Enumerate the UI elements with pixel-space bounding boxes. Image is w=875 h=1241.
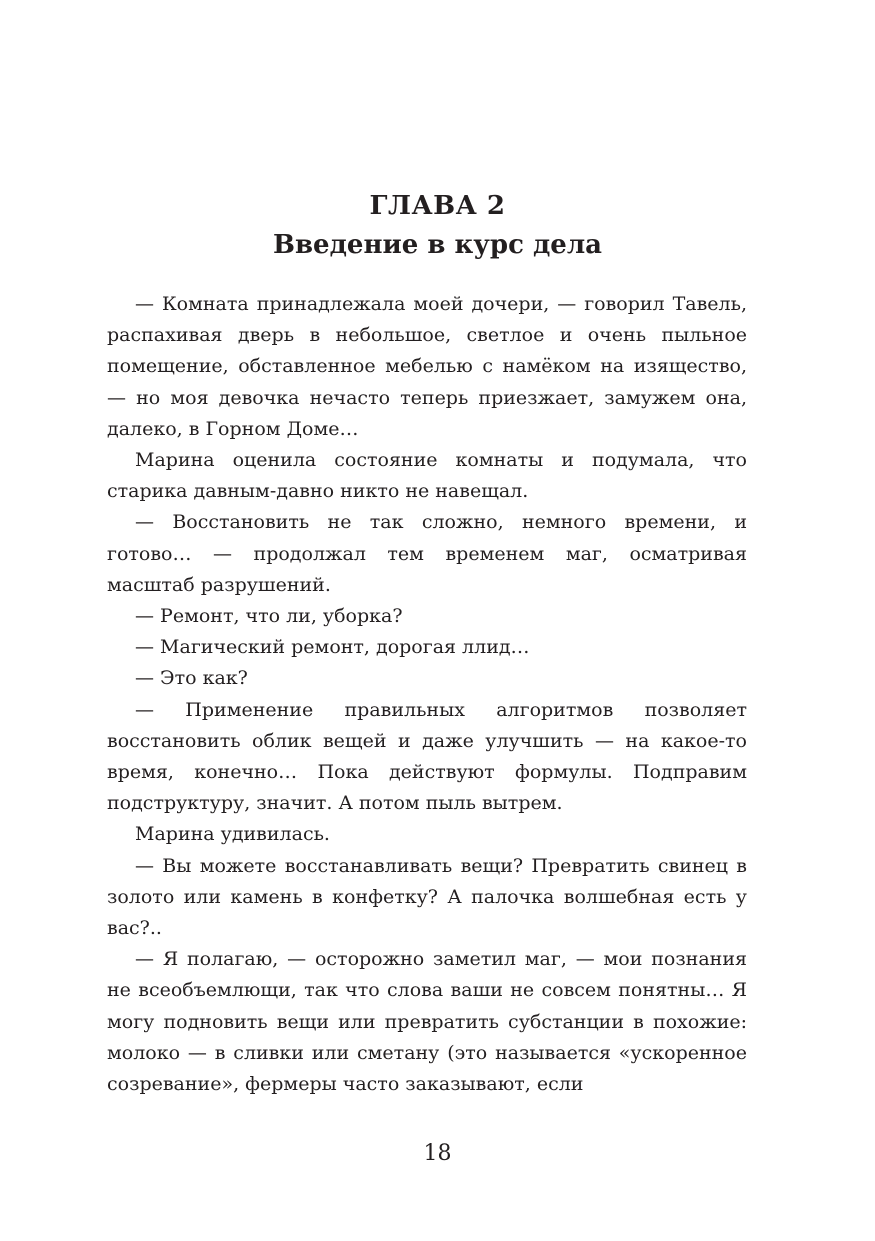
body-text bbox=[107, 289, 747, 1100]
paragraph: Марина удивилась. bbox=[135, 823, 330, 846]
paragraph: — Восстановить не так сложно, немного времени, и готово… — продолжал тем временем маг, осматривая масштаб разрушений. bbox=[107, 511, 747, 596]
paragraph: — Я полагаю, — осторожно заметил маг, — мои познания не всеобъемлющи, так что слова ваши не совсем понятны… Я могу подновить вещи или превратить субстанции в похожие: молоко — в сливки или сметану (это называется «ускоренное созревание», фермеры часто заказывают, если bbox=[107, 948, 747, 1096]
paragraph: — Комната принадлежала моей дочери, — говорил Тавель, распахивая дверь в небольшое, светлое и очень пыльное помещение, обставленное мебелью с намёком на изящество, — но моя девочка нечасто теперь приезжает, замужем она, далеко, в Горном Доме… bbox=[107, 293, 747, 440]
page-number: 18 bbox=[423, 1141, 452, 1166]
paragraph: Марина оценила состояние комнаты и подумала, что старика давным-давно никто не навещал. bbox=[107, 449, 747, 503]
paragraph: — Магический ремонт, дорогая ллид… bbox=[135, 636, 530, 659]
paragraph: — Вы можете восстанавливать вещи? Превратить свинец в золото или камень в конфетку? А палочка волшебная есть у вас?.. bbox=[107, 854, 747, 940]
chapter-title: Введение в курс дела bbox=[272, 230, 602, 260]
paragraph: — Применение правильных алгоритмов позволяет восстановить облик вещей и даже улучшить — на какое-то время, конечно… Пока действуют формулы. Подправим подструктуру, значит. А потом пыль вытрем. bbox=[107, 698, 747, 815]
paragraph: — Ремонт, что ли, уборка? bbox=[135, 605, 403, 628]
chapter-label: ГЛАВА 2 bbox=[369, 191, 506, 221]
paragraph: — Это как? bbox=[135, 667, 248, 690]
